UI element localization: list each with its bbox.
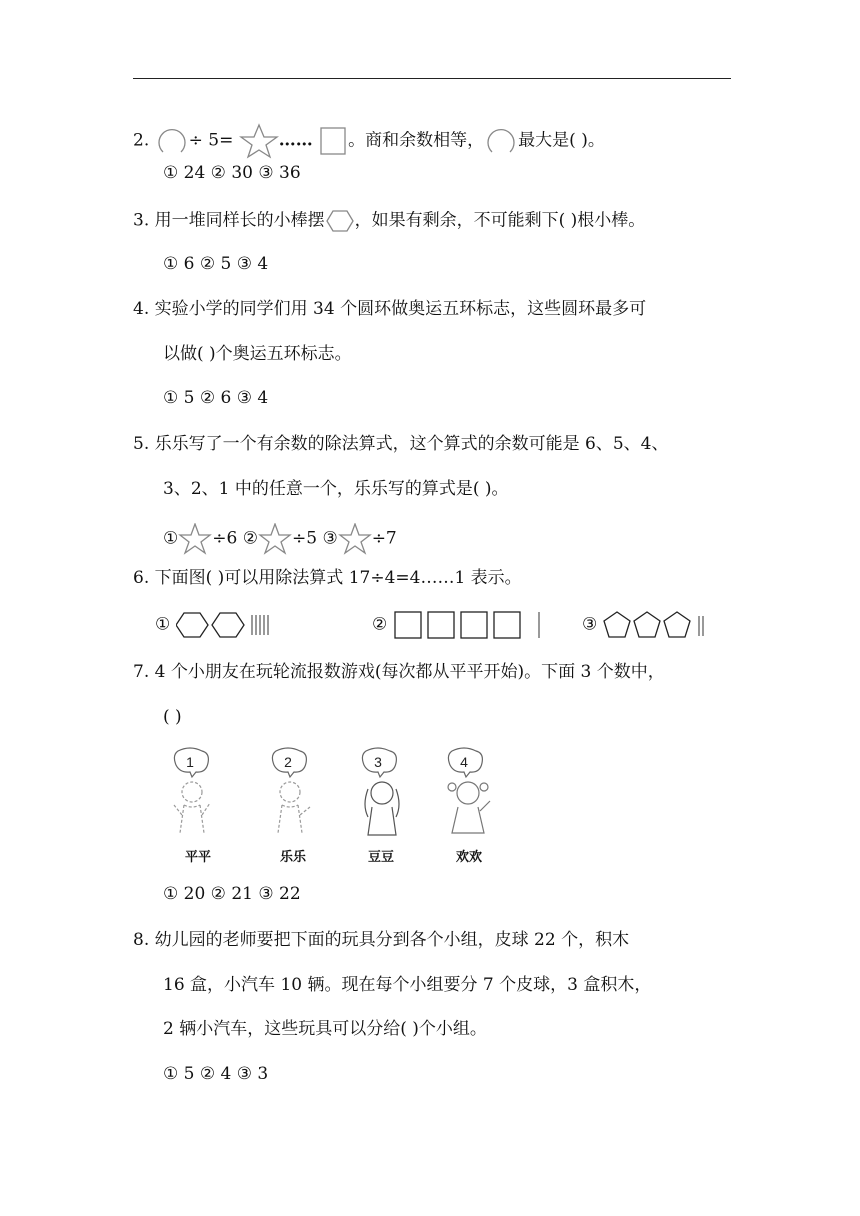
header-rule [133, 78, 731, 79]
question-4-text1: 实验小学的同学们用 34 个圆环做奥运五环标志，这些圆环最多可 [154, 299, 647, 319]
option-3-label: ③ [582, 614, 598, 635]
kid-number: 2 [284, 754, 292, 770]
kid-figure [170, 745, 220, 840]
question-8-line1 [133, 929, 629, 951]
question-3-number: 3. [133, 210, 150, 231]
kid-name: 豆豆 [368, 850, 395, 865]
question-6-number: 6. [133, 568, 150, 588]
question-5-options [163, 523, 397, 555]
question-4-number: 4. [133, 299, 150, 319]
question-2-number: 2. [133, 130, 150, 151]
question-3-options: ① 6 ② 5 ③ 4 [163, 254, 269, 274]
squares-sticks-figure [393, 610, 543, 640]
kid-3 [354, 745, 410, 844]
option-1-label: ① [155, 614, 171, 635]
kid-1 [170, 745, 220, 844]
question-6-line [133, 567, 522, 589]
question-8-text1: 幼儿园的老师要把下面的玩具分到各个小组，皮球 22 个，积木 [154, 930, 630, 950]
question-7-line1 [133, 661, 665, 683]
question-2-divisor: ÷ 5= [188, 130, 234, 151]
question-2-options: ① 24 ② 30 ③ 36 [163, 163, 301, 183]
question-3-text2: ，如果有剩余，不可能剩下( )根小棒。 [354, 210, 646, 231]
square-blank-icon [318, 125, 348, 157]
question-5-line1 [133, 433, 669, 455]
star-blank-icon [178, 523, 212, 555]
circle-blank-icon [484, 124, 518, 158]
star-blank-icon [258, 523, 292, 555]
question-6-option-2 [372, 610, 543, 640]
kid-number: 3 [374, 754, 382, 770]
kid-name: 平平 [185, 850, 212, 865]
question-4-line2: 以做( )个奥运五环标志。 [163, 344, 352, 364]
option-1-label: ① [163, 528, 179, 549]
kid-name: 乐乐 [280, 850, 307, 865]
question-2-text1: 。商和余数相等， [348, 130, 485, 151]
question-5-number: 5. [133, 434, 150, 454]
kid-4 [440, 745, 496, 844]
question-2-dots: …… [278, 130, 313, 151]
question-8-number: 8. [133, 930, 150, 950]
question-7-line2: ( ) [163, 707, 182, 727]
question-5-text1: 乐乐写了一个有余数的除法算式，这个算式的余数可能是 6、5、4、 [154, 434, 669, 454]
question-4-options: ① 5 ② 6 ③ 4 [163, 388, 269, 408]
question-8-options: ① 5 ② 4 ③ 3 [163, 1064, 269, 1084]
question-6-option-1 [155, 610, 276, 640]
question-3-text1: 用一堆同样长的小棒摆 [154, 210, 325, 231]
kid-figure [354, 745, 410, 840]
star-blank-icon [239, 123, 279, 159]
option-2-divisor: ÷5 [291, 528, 318, 549]
question-2-line [133, 123, 605, 159]
kid-figure [440, 745, 496, 840]
option-3-divisor: ÷7 [371, 528, 397, 549]
pentagons-sticks-figure [603, 610, 713, 640]
question-5-line2: 3、2、1 中的任意一个，乐乐写的算式是( )。 [163, 479, 509, 499]
question-7-text1: 4 个小朋友在玩轮流报数游戏(每次都从平平开始)。下面 3 个数中， [154, 662, 665, 682]
question-6-option-3 [582, 610, 713, 640]
hexagons-sticks-figure [176, 610, 276, 640]
kid-2 [268, 745, 318, 844]
kid-figure [268, 745, 318, 840]
question-6-text: 下面图( )可以用除法算式 17÷4=4……1 表示。 [154, 568, 522, 588]
option-2-label: ② [242, 528, 258, 549]
circle-blank-icon [155, 124, 189, 158]
option-1-divisor: ÷6 [212, 528, 238, 549]
kid-number: 4 [460, 754, 468, 770]
kid-name: 欢欢 [456, 850, 483, 865]
question-7-number: 7. [133, 662, 150, 682]
question-4-line1 [133, 298, 646, 320]
star-blank-icon [338, 523, 372, 555]
question-8-line3: 2 辆小汽车，这些玩具可以分给( )个小组。 [163, 1019, 487, 1039]
hexagon-icon [325, 208, 355, 234]
question-3-line [133, 208, 645, 234]
question-2-text2: 最大是( )。 [518, 130, 605, 151]
option-3-label: ③ [322, 528, 338, 549]
option-2-label: ② [372, 614, 388, 635]
question-7-options: ① 20 ② 21 ③ 22 [163, 884, 301, 904]
question-8-line2: 16 盒，小汽车 10 辆。现在每个小组要分 7 个皮球，3 盒积木， [163, 975, 652, 995]
kid-number: 1 [186, 754, 194, 770]
